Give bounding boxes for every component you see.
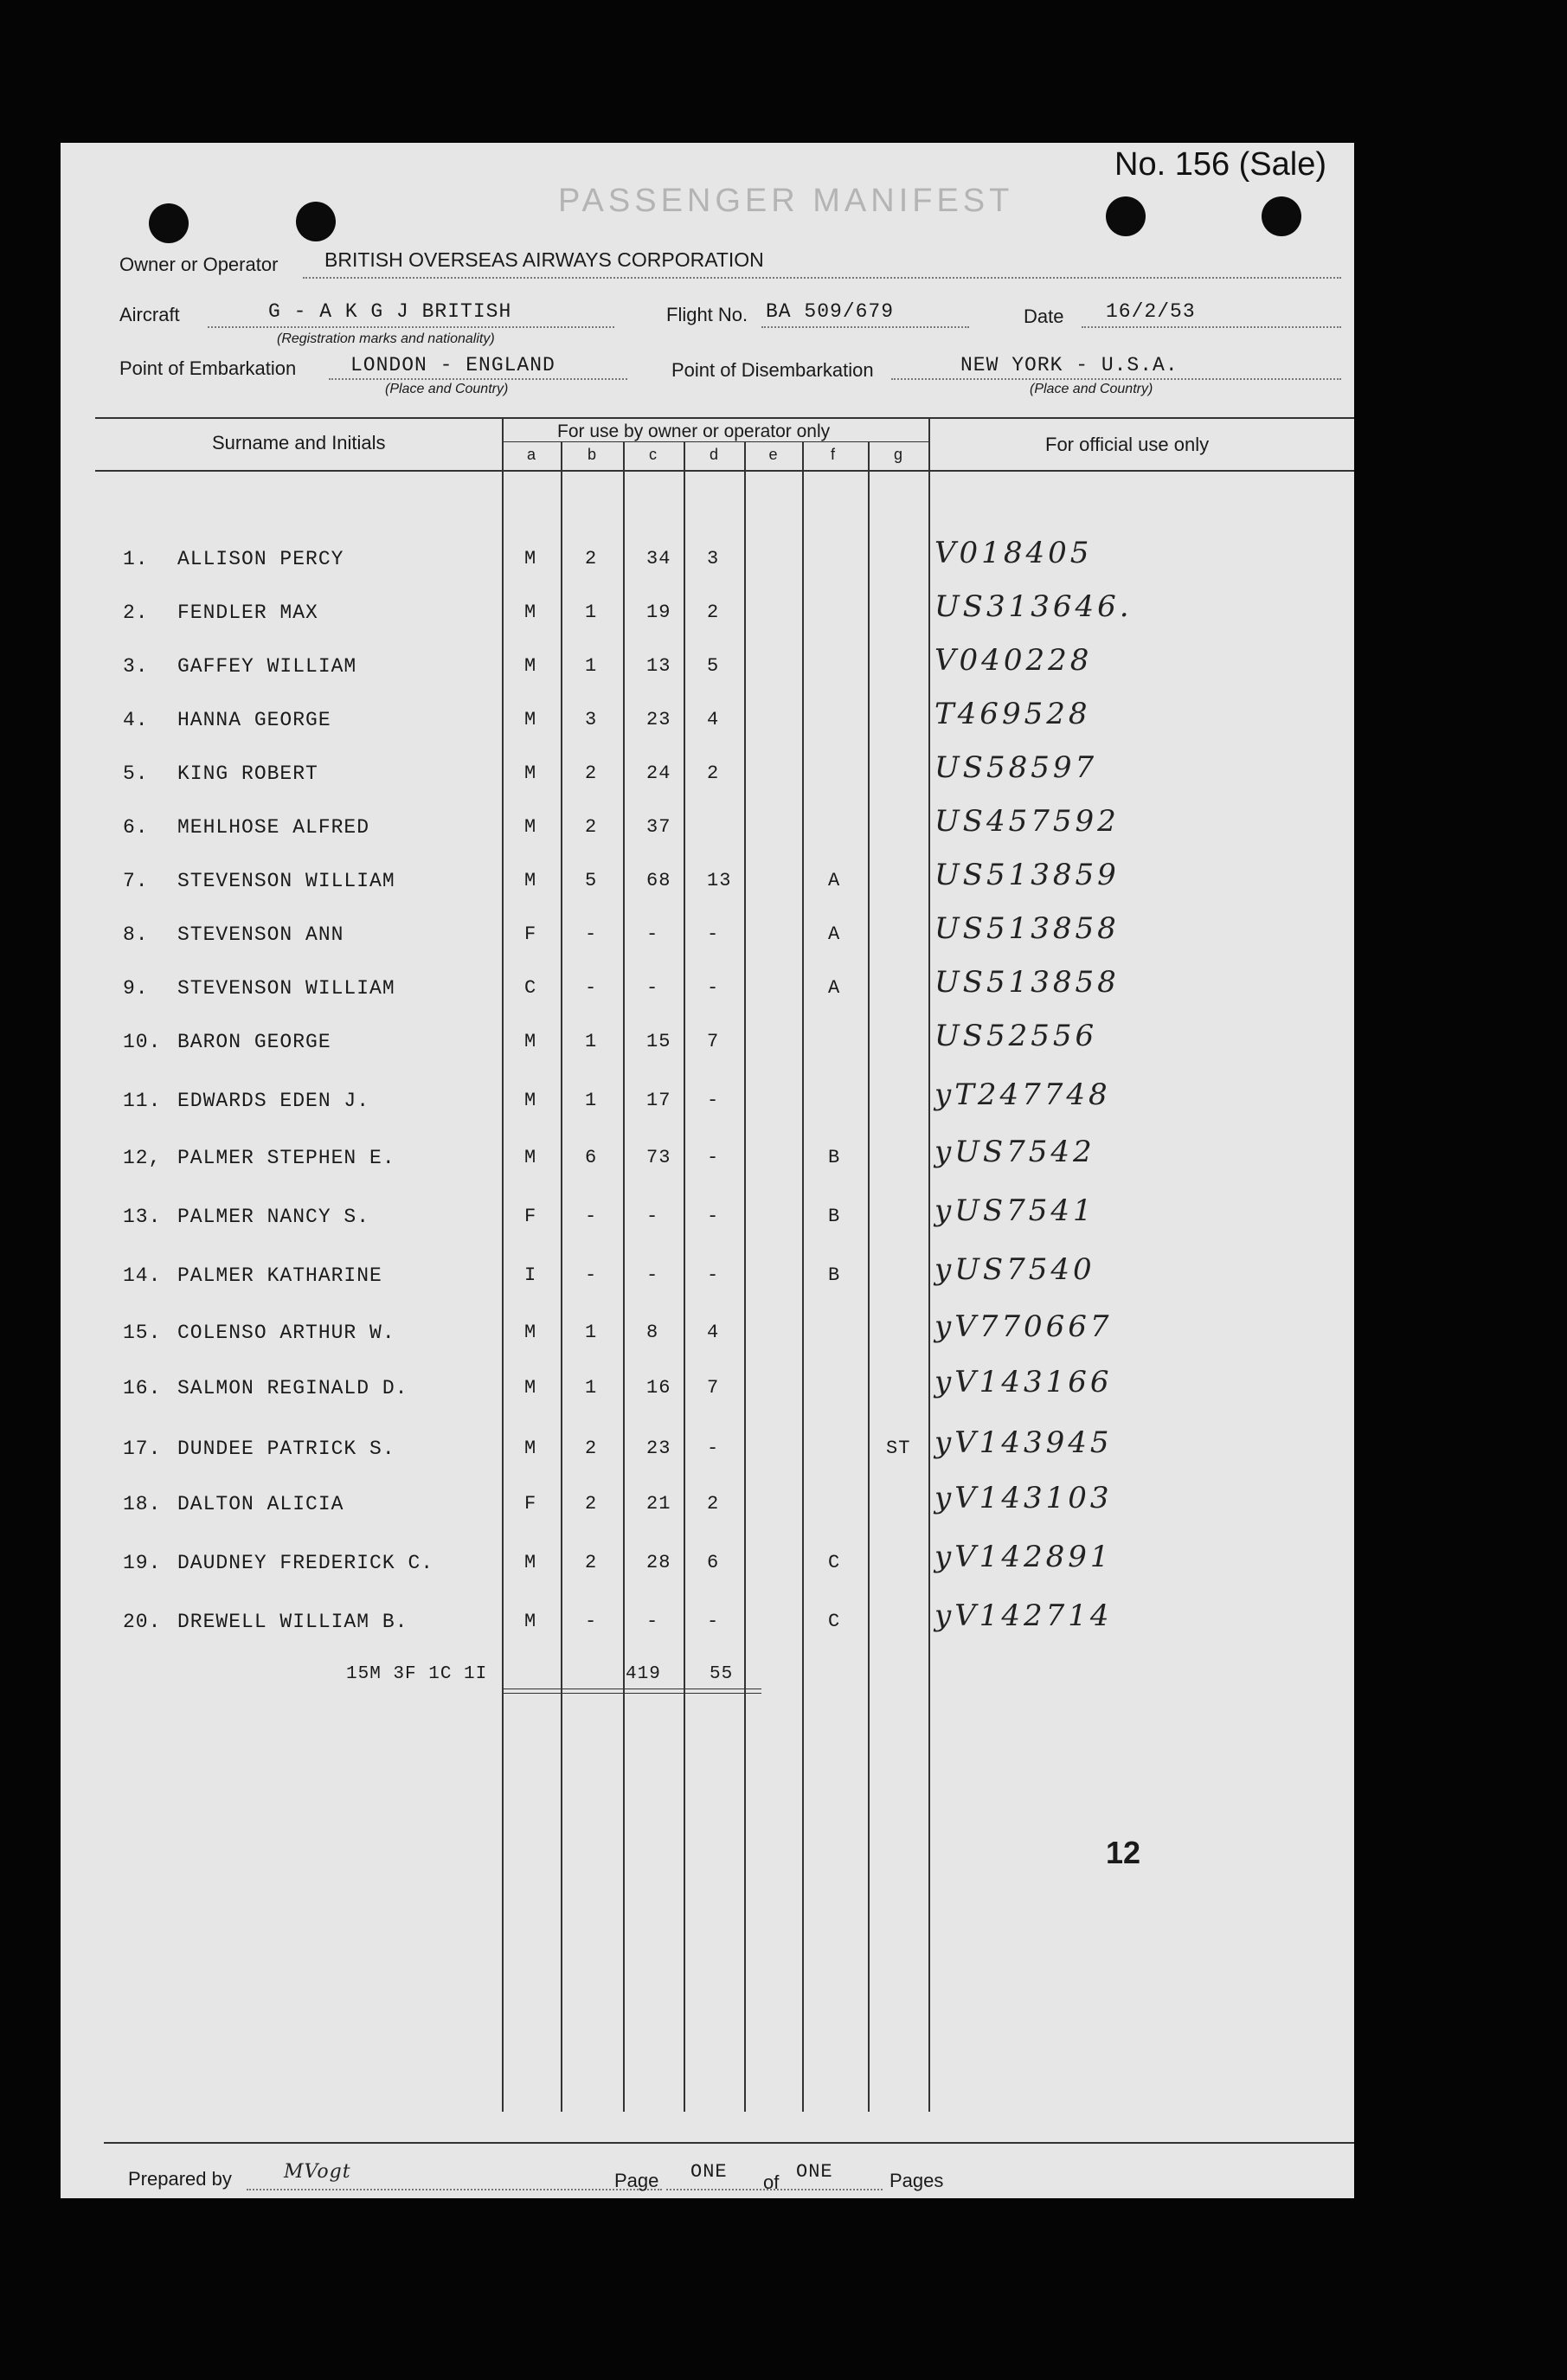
cell-a: M — [524, 870, 537, 891]
cell-a: I — [524, 1264, 537, 1286]
cell-a: F — [524, 923, 537, 945]
cell-b: 6 — [585, 1147, 598, 1168]
column-divider — [802, 441, 804, 2112]
official-passport-number: US513859 — [934, 858, 1120, 892]
cell-a: C — [524, 977, 537, 999]
manifest-number: No. 156 (Sale) — [1114, 146, 1327, 183]
row-number: 13. — [123, 1206, 162, 1228]
column-letter-c: c — [649, 446, 657, 463]
cell-b: - — [585, 1264, 598, 1286]
official-passport-number: yUS7541 — [934, 1193, 1095, 1228]
row-number: 17. — [123, 1438, 162, 1460]
official-passport-number: yV143103 — [934, 1481, 1113, 1515]
cell-c: 21 — [646, 1493, 671, 1515]
cell-c: - — [646, 1264, 659, 1286]
official-passport-number: US52556 — [934, 1019, 1098, 1053]
column-divider — [561, 441, 562, 2112]
passenger-name: FENDLER MAX — [177, 601, 318, 624]
cell-b: - — [585, 1611, 598, 1632]
column-letter-g: g — [894, 446, 903, 463]
row-number: 18. — [123, 1493, 162, 1515]
passenger-name: PALMER STEPHEN E. — [177, 1147, 395, 1169]
disembarkation-value: NEW YORK - U.S.A. — [960, 354, 1178, 376]
cell-a: M — [524, 1031, 537, 1052]
cell-c: 73 — [646, 1147, 671, 1168]
passenger-name: EDWARDS EDEN J. — [177, 1090, 370, 1112]
passenger-name: DREWELL WILLIAM B. — [177, 1611, 408, 1633]
aircraft-value: G - A K G J BRITISH — [268, 300, 512, 323]
cell-b: 3 — [585, 709, 598, 730]
passenger-name: HANNA GEORGE — [177, 709, 331, 731]
cell-f: C — [828, 1552, 841, 1573]
pages-label: Pages — [889, 2170, 944, 2191]
column-divider — [623, 441, 625, 2112]
official-passport-number: V018405 — [934, 536, 1093, 570]
passenger-name: DALTON ALICIA — [177, 1493, 344, 1515]
row-number: 1. — [123, 548, 149, 570]
column-divider — [868, 441, 870, 2112]
row-number: 20. — [123, 1611, 162, 1633]
row-number: 19. — [123, 1552, 162, 1574]
cell-c: 16 — [646, 1377, 671, 1399]
cell-b: 2 — [585, 1493, 598, 1515]
row-number: 16. — [123, 1377, 162, 1399]
cell-d: - — [707, 1147, 720, 1168]
cell-a: M — [524, 762, 537, 784]
cell-d: 2 — [707, 762, 720, 784]
date-value: 16/2/53 — [1106, 300, 1196, 323]
aircraft-subcaption: (Registration marks and nationality) — [277, 331, 495, 346]
passenger-name: PALMER NANCY S. — [177, 1206, 370, 1228]
row-number: 9. — [123, 977, 149, 1000]
cell-c: 17 — [646, 1090, 671, 1111]
cell-a: M — [524, 709, 537, 730]
cell-c: - — [646, 1206, 659, 1227]
date-label: Date — [1024, 306, 1064, 327]
official-passport-number: yUS7542 — [934, 1135, 1095, 1169]
cell-d: 4 — [707, 709, 720, 730]
official-passport-number: US457592 — [934, 804, 1120, 839]
cell-c: 34 — [646, 548, 671, 569]
cell-c: 19 — [646, 601, 671, 623]
cell-b: - — [585, 923, 598, 945]
row-number: 14. — [123, 1264, 162, 1287]
cell-a: M — [524, 1147, 537, 1168]
cell-b: 2 — [585, 762, 598, 784]
of-label: of — [763, 2171, 780, 2193]
cell-f: A — [828, 870, 841, 891]
cell-b: 2 — [585, 1552, 598, 1573]
cell-b: 1 — [585, 1377, 598, 1399]
official-passport-number: V040228 — [934, 643, 1093, 678]
official-passport-number: yV143945 — [934, 1425, 1113, 1460]
cell-d: - — [707, 1206, 720, 1227]
passenger-name: PALMER KATHARINE — [177, 1264, 382, 1287]
official-passport-number: yV142714 — [934, 1598, 1113, 1633]
official-passport-number: yV143166 — [934, 1365, 1113, 1399]
punch-hole-icon — [149, 203, 189, 243]
row-number: 6. — [123, 816, 149, 839]
official-passport-number: US513858 — [934, 965, 1120, 1000]
punch-hole-icon — [1106, 196, 1146, 236]
cell-d: - — [707, 977, 720, 999]
passenger-name: KING ROBERT — [177, 762, 318, 785]
cell-a: M — [524, 601, 537, 623]
cell-c: 37 — [646, 816, 671, 838]
passenger-name: BARON GEORGE — [177, 1031, 331, 1053]
punch-hole-icon — [1262, 196, 1301, 236]
punch-hole-icon — [296, 202, 336, 241]
passenger-name: DAUDNEY FREDERICK C. — [177, 1552, 434, 1574]
flight-label: Flight No. — [666, 304, 748, 325]
cell-d: 3 — [707, 548, 720, 569]
cell-f: C — [828, 1611, 841, 1632]
official-passport-number: yV770667 — [934, 1309, 1113, 1344]
official-column-header: For official use only — [1045, 434, 1210, 455]
cell-b: 1 — [585, 655, 598, 677]
cell-d: 7 — [707, 1031, 720, 1052]
cell-c: 68 — [646, 870, 671, 891]
passenger-name: STEVENSON WILLIAM — [177, 870, 395, 892]
cell-a: M — [524, 1090, 537, 1111]
official-passport-number: T469528 — [934, 697, 1091, 731]
cell-c: 24 — [646, 762, 671, 784]
cell-f: B — [828, 1147, 841, 1168]
page-label: Page — [614, 2170, 659, 2191]
cell-c: 15 — [646, 1031, 671, 1052]
cell-a: M — [524, 1322, 537, 1343]
aircraft-label: Aircraft — [119, 304, 180, 325]
cell-d: 2 — [707, 1493, 720, 1515]
cell-a: M — [524, 655, 537, 677]
cell-d: 13 — [707, 870, 732, 891]
column-divider — [744, 441, 746, 2112]
cell-c: - — [646, 977, 659, 999]
cell-a: M — [524, 1438, 537, 1459]
cell-c: - — [646, 923, 659, 945]
cell-d: - — [707, 1611, 720, 1632]
cell-a: F — [524, 1206, 537, 1227]
cell-d: 5 — [707, 655, 720, 677]
cell-c: 23 — [646, 709, 671, 730]
row-number: 12, — [123, 1147, 162, 1169]
page-value: ONE — [690, 2161, 728, 2183]
totals-d: 55 — [710, 1664, 734, 1684]
cell-c: - — [646, 1611, 659, 1632]
row-number: 5. — [123, 762, 149, 785]
cell-a: M — [524, 1611, 537, 1632]
cell-a: F — [524, 1493, 537, 1515]
prepared-signature: MVogt — [284, 2161, 351, 2183]
disembarkation-label: Point of Disembarkation — [671, 359, 874, 381]
row-number: 11. — [123, 1090, 162, 1112]
cell-f: A — [828, 923, 841, 945]
manifest-sheet — [61, 143, 1354, 2198]
row-number: 8. — [123, 923, 149, 946]
cell-b: - — [585, 1206, 598, 1227]
passenger-name: DUNDEE PATRICK S. — [177, 1438, 395, 1460]
cell-b: 2 — [585, 1438, 598, 1459]
totals-c: 419 — [626, 1664, 661, 1684]
column-letter-f: f — [831, 446, 836, 463]
name-column-header: Surname and Initials — [212, 432, 386, 453]
totals-label: 15M 3F 1C 1I — [346, 1664, 488, 1684]
cell-d: 7 — [707, 1377, 720, 1399]
operator-column-header: For use by owner or operator only — [557, 421, 831, 441]
flight-value: BA 509/679 — [766, 300, 895, 323]
cell-b: 2 — [585, 548, 598, 569]
prepared-label: Prepared by — [128, 2168, 232, 2190]
official-passport-number: US513858 — [934, 911, 1120, 946]
column-letter-e: e — [768, 446, 778, 463]
embarkation-value: LONDON - ENGLAND — [350, 354, 556, 376]
cell-d: - — [707, 1438, 720, 1459]
cell-f: A — [828, 977, 841, 999]
cell-a: M — [524, 548, 537, 569]
column-letter-b: b — [588, 446, 597, 463]
cell-b: 5 — [585, 870, 598, 891]
page-title: PASSENGER MANIFEST — [558, 183, 1014, 219]
passenger-name: COLENSO ARTHUR W. — [177, 1322, 395, 1344]
passenger-name: STEVENSON ANN — [177, 923, 344, 946]
cell-b: 1 — [585, 1090, 598, 1111]
passenger-name: STEVENSON WILLIAM — [177, 977, 395, 1000]
cell-a: M — [524, 1377, 537, 1399]
row-number: 4. — [123, 709, 149, 731]
owner-label: Owner or Operator — [119, 254, 279, 275]
cell-d: 2 — [707, 601, 720, 623]
official-passport-number: yUS7540 — [934, 1252, 1095, 1287]
column-divider — [684, 441, 685, 2112]
cell-d: - — [707, 1264, 720, 1286]
cell-d: 4 — [707, 1322, 720, 1343]
passenger-name: MEHLHOSE ALFRED — [177, 816, 370, 839]
cell-b: - — [585, 977, 598, 999]
cell-d: 6 — [707, 1552, 720, 1573]
cell-c: 23 — [646, 1438, 671, 1459]
owner-value: BRITISH OVERSEAS AIRWAYS CORPORATION — [324, 248, 764, 271]
passenger-name: GAFFEY WILLIAM — [177, 655, 357, 678]
official-passport-number: US313646. — [934, 589, 1133, 624]
row-number: 10. — [123, 1031, 162, 1053]
cell-c: 8 — [646, 1322, 659, 1343]
row-number: 3. — [123, 655, 149, 678]
official-passport-number: yV142891 — [934, 1540, 1113, 1574]
cell-a: M — [524, 816, 537, 838]
cell-a: M — [524, 1552, 537, 1573]
row-number: 15. — [123, 1322, 162, 1344]
cell-b: 1 — [585, 1031, 598, 1052]
passenger-name: ALLISON PERCY — [177, 548, 344, 570]
official-passport-number: yT247748 — [934, 1077, 1111, 1112]
cell-c: 13 — [646, 655, 671, 677]
embarkation-label: Point of Embarkation — [119, 357, 297, 379]
cell-d: - — [707, 923, 720, 945]
cell-c: 28 — [646, 1552, 671, 1573]
cell-b: 1 — [585, 1322, 598, 1343]
row-number: 7. — [123, 870, 149, 892]
embarkation-subcaption: (Place and Country) — [385, 382, 509, 396]
cell-f: B — [828, 1264, 841, 1286]
of-value: ONE — [796, 2161, 833, 2183]
cell-f: B — [828, 1206, 841, 1227]
official-passport-number: US58597 — [934, 750, 1098, 785]
cell-b: 2 — [585, 816, 598, 838]
cell-g: ST — [886, 1438, 911, 1459]
page-marker: 12 — [1106, 1835, 1141, 1870]
column-letter-a: a — [527, 446, 536, 463]
disembarkation-subcaption: (Place and Country) — [1030, 382, 1153, 396]
cell-d: - — [707, 1090, 720, 1111]
cell-b: 1 — [585, 601, 598, 623]
column-letter-d: d — [710, 446, 719, 463]
passenger-name: SALMON REGINALD D. — [177, 1377, 408, 1399]
row-number: 2. — [123, 601, 149, 624]
